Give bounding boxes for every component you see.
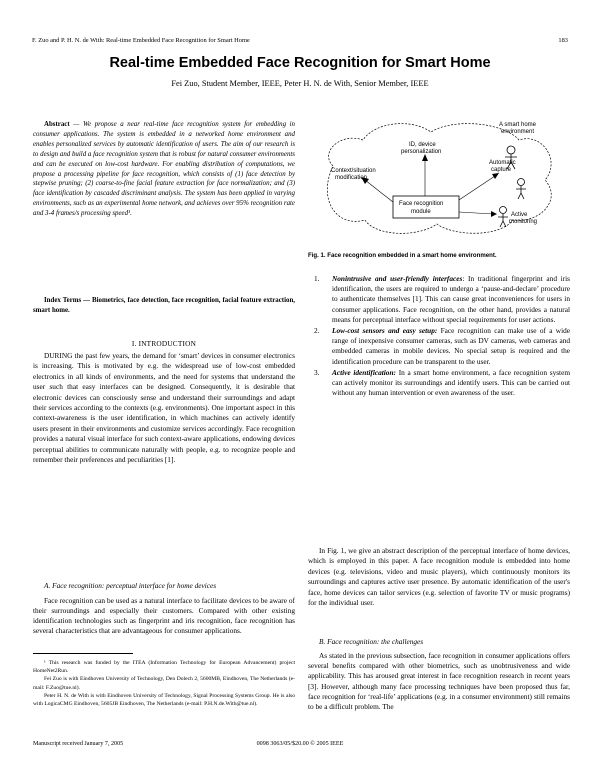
subsection-heading-b: B. Face recognition: the challenges xyxy=(319,637,424,646)
section-heading-introduction: I. INTRODUCTION xyxy=(131,339,197,348)
paper-title: Real-time Embedded Face Recognition for Smart Home xyxy=(109,55,491,71)
arrow-capture xyxy=(459,176,495,200)
authors: Fei Zuo, Student Member, IEEE, Peter H. N. de With, Senior Member, IEEE xyxy=(171,79,429,88)
benefit-list xyxy=(308,274,570,399)
label-smart-home-2: environment xyxy=(501,129,535,135)
caption-label: Fig. 1. xyxy=(308,252,326,259)
label-context-1: Context/situation xyxy=(331,168,376,174)
copyright-line: 0098 3063/05/$20.00 © 2005 IEEE xyxy=(256,741,344,747)
abstract-label: Abstract xyxy=(44,121,70,128)
subsection-b-text: As stated in the previous subsection, face recognition in consumer applications offers several benefits compared with other biometrics, such as unobtrusiveness and wide applicability. This has aroused great interest in face recognition research in recent years [3]. However, although many face processing techniques have been proposed thus far, face recognition for ‘real-life’ applications (e.g. in a consumer environment) still remains to be a difficult problem. The xyxy=(308,651,570,712)
footnote-author2: Peter H. N. de With is with Eindhoven University of Technology, Signal Processing Systems Group. He is also with LogicaCMG Eindhoven, 5605JB Eindhoven, The Netherlands (e-mail: P.H.N.de.With@tue.nl). xyxy=(33,692,295,708)
index-terms: Index Terms — Biometrics, face detection, face recognition, facial feature extraction, smart home. xyxy=(33,297,295,314)
manuscript-received: Manuscript received January 7, 2005 xyxy=(33,741,124,747)
label-auto-1: Automatic xyxy=(489,160,516,166)
label-id-2: personalization xyxy=(401,149,442,155)
arrowhead-id xyxy=(422,154,428,161)
footnote-rule xyxy=(33,653,133,654)
footnote-author1: Fei Zuo is with Eindhoven University of Technology, Den Dolech 2, 5600MB, Eindhoven, The Netherlands (e-mail: F.Zuo@tue.nl). xyxy=(33,676,295,691)
figure-description-text: In Fig. 1, we give an abstract description of the perceptual interface of home devices, which is employed in this paper. A face recognition module is embedded into home devices (e.g. televisions, video and music players), which continuously monitors its surroundings and captures active user presence. By automatic identification of the user's face, home devices can tailor services (e.g. selection of favorite TV or music programs) for the individual user. xyxy=(308,546,570,608)
arrow-context xyxy=(365,180,393,202)
abstract xyxy=(33,120,295,219)
caption-text: Face recognition embedded in a smart home environment. xyxy=(325,252,497,259)
label-face-2: module xyxy=(411,209,431,215)
list-item: 1. Nonintrusive and user-friendly interfaces: In traditional fingerprint and iris identification, the users are required to undergo a ‘pause-and-declare’ procedure to authenticate themselves [1]. This can cause great inconveniences for users in consumer applications. Face recognition, on the other hand, provides a natural means for perceptual interface without special requirements for user actions. xyxy=(314,274,570,324)
subsection-a-text: Face recognition can be used as a natural interface to facilitate devices to be aware of their surroundings and especially their customers. Compared with other existing identification technologies such as fingerprint and iris recognition, face recognition has several characteristics that are advantageous for consumer applications. xyxy=(33,596,295,636)
label-smart-home-1: A smart home xyxy=(499,122,537,128)
introduction-text: DURING the past few years, the demand for ‘smart’ devices in consumer electronics is increasing. This is motivated by e.g. the widespread use of low-cost embedded electronics in all kinds of environments, and the need for systems that understand the user such that easy interfaces can be designed. Consequently, it is desirable that electronic devices can consciously sense and understand their surroundings and adapt their services according to the contexts (e.g. environments). One important aspect in this context-awareness is the user identification, in which machines can actively identify users present in their environments and customize services accordingly. Face recognition provides a natural visual interface for such context-aware applications, endowing devices perceptual abilities to communicate naturally with people, e.g. to recognize people and remember their preferences and peculiarities [1]. xyxy=(33,351,295,465)
arrowhead-monitor xyxy=(491,211,497,217)
page-number: 183 xyxy=(558,37,568,44)
label-face-1: Face recognition xyxy=(399,201,444,207)
arrow-monitor xyxy=(459,212,493,214)
arrowhead-capture xyxy=(492,173,499,179)
label-active-1: Active xyxy=(511,212,528,218)
label-auto-2: capture xyxy=(491,167,512,173)
person-icon-right xyxy=(516,179,526,200)
figure-1-diagram xyxy=(313,116,565,241)
list-item: 2. Low-cost sensors and easy setup: Face recognition can make use of a wide range of inexpensive consumer cameras, such as DV cameras, web cameras and embedded cameras in mobile devices. No special setup is required and the identification procedure can be transparent to the user. xyxy=(314,326,570,366)
running-header: F. Zuo and P. H. N. de With: Real-time Embedded Face Recognition for Smart Home xyxy=(32,37,250,44)
list-item: 3. Active identification: In a smart home environment, a face recognition system can actively monitor its surroundings and identify users. This can be carried out without any human intervention or even awareness of the user. xyxy=(314,367,570,398)
footnote-funding: ¹ This research was funded by the ITEA (Information Technology for European Advancement) project HomeNet2Run. xyxy=(33,660,295,675)
abstract-text: — We propose a near real-time face recognition system for embedding in consumer applications. The system is embedded in a networked home environment and enables personalized services by automatic identification of users. The aim of our research is to design and build a face recognition system that is robust for natural consumer environments and can be executed on low-cost hardware. For enabling distribution of computations, we propose a processing pipeline for face recognition, which consists of (1) face detection by stepwise pruning; (2) coarse-to-fine facial feature extraction for face normalization; and (3) face identification by cascaded discriminant analysis. The system has been applied in varying environments, such as an experimental home network, and achieves over 95% recognition rate and 3-4 frames/s processing speed¹. xyxy=(33,121,295,218)
footnote xyxy=(33,659,295,708)
figure-caption xyxy=(308,252,570,259)
label-id-1: ID, device xyxy=(409,142,436,148)
person-icon-bottom xyxy=(498,207,508,228)
label-context-2: modification xyxy=(335,175,368,181)
label-active-2: monitoring xyxy=(509,219,538,225)
subsection-heading-a: A. Face recognition: perceptual interface for home devices xyxy=(44,581,217,590)
